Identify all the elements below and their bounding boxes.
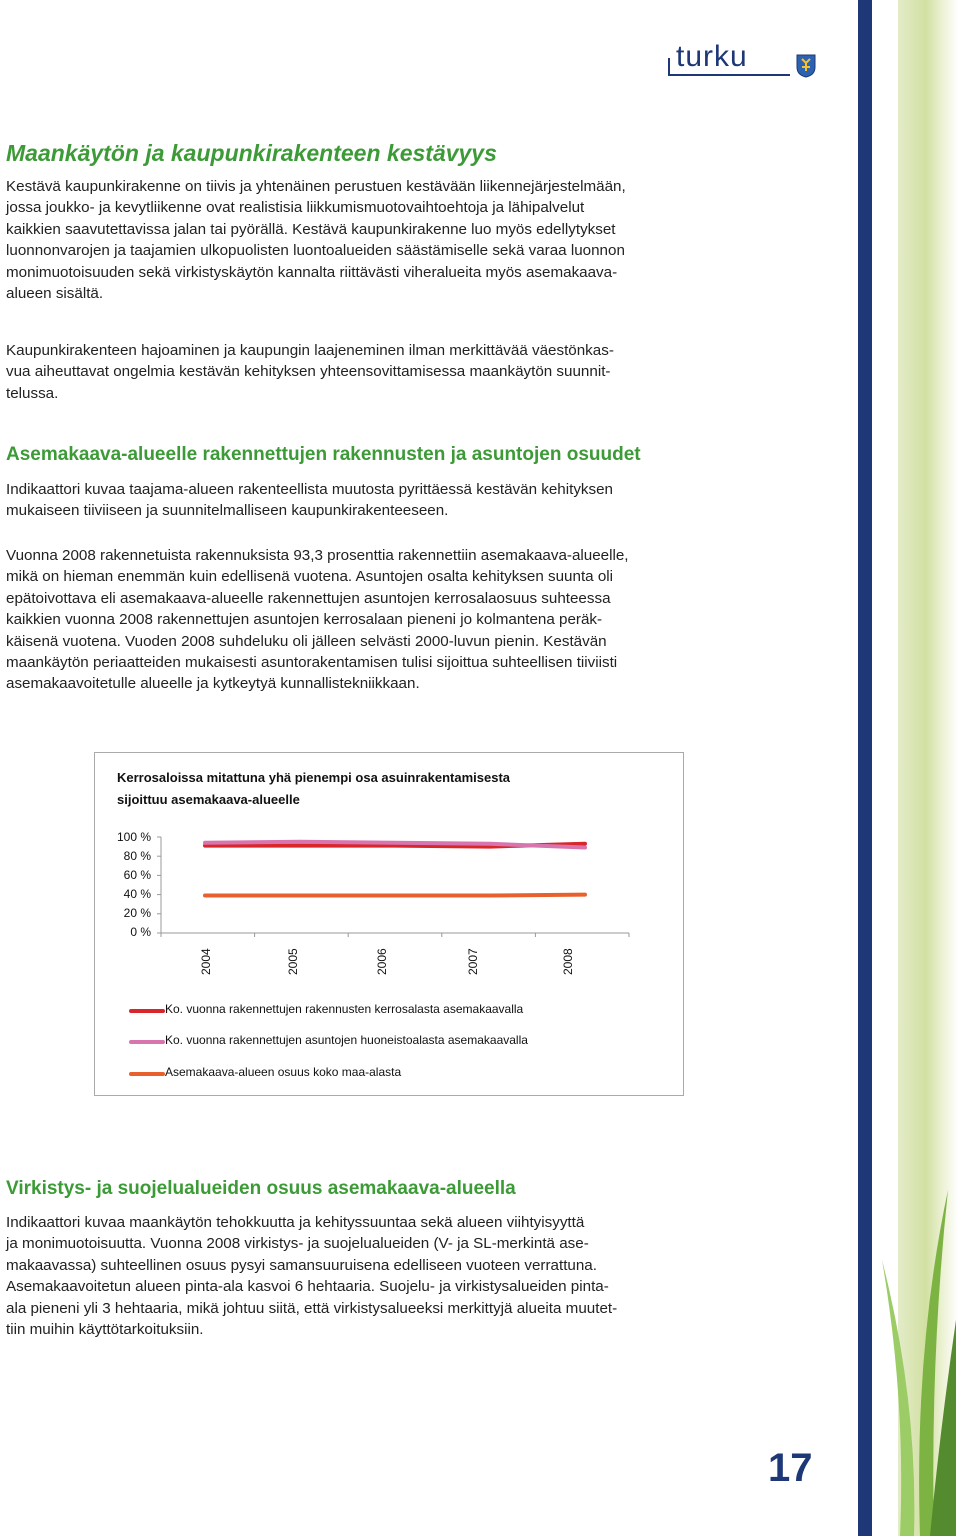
turku-crest-icon [796,54,816,78]
y-tick-label: 0 % [130,925,151,939]
chart-axes [161,837,629,933]
y-tick-label: 60 % [123,868,151,882]
paragraph-recreation-areas: Indikaattori kuvaa maankäytön tehokkuutta ja kehityssuuntaa sekä alueen viihtyisyyttä ja monimuotoisuutta. Vuonna 2008 virkistys- ja suojelualueiden (V- ja SL-merkintä ase- makaavassa) suhteellinen osuus pysyi samansuuruisena edelliseen vuoteen verrattuna. Asemakaavoitetun alueen pinta-ala kasvoi 6 hehtaaria. Suojelu- ja virkistysalueiden pinta- ala pieneni yli 3 hehtaaria, mikä johtuu siitä, että virkistysalueeksi merkittyjä alueita muutet- tiin muihin käyttötarkoituksiin. [6,1214,618,1339]
legend-swatch [129,1072,165,1076]
x-tick-label: 2006 [375,948,389,975]
paragraph-2008-results: Vuonna 2008 rakennetuista rakennuksista 93,3 prosenttia rakennettiin asemakaava-alueelle, mikä on hieman enemmän kuin edellisenä vuotena. Asuntojen osalta kehityksen suunta oli epätoivottava eli asemakaava-alueelle rakennettujen asuntojen kerrosalaosuus suhteessa kaikkien vuonna 2008 rakennettujen asuntojen kerrosalaan pieneni jo kolmantena peräk- käisenä vuotena. Vuoden 2008 suhdeluku oli jälleen selvästi 2000-luvun pienin. Kestävän maankäytön periaatteiden mukaisesti asuntorakentamisen tulisi sijoittua suhteellisen tiiviisti asemakaavoitetulle alueelle ja kytkeytyä kunnallistekniikkaan. [6,547,629,693]
y-tick-label: 80 % [123,849,151,863]
legend-swatch [129,1009,165,1013]
decorative-grass-illustration [860,1150,956,1536]
chart-title: Kerrosaloissa mitattuna yhä pienempi osa asuinrakentamisesta sijoittuu asemakaava-alueelle [117,770,511,807]
y-tick-label: 20 % [123,906,151,920]
section-title-land-use: Maankäytön ja kaupunkirakenteen kestävyys [6,140,497,166]
section-title-building-shares: Asemakaava-alueelle rakennettujen rakennusten ja asuntojen osuudet [6,444,641,465]
x-tick-label: 2008 [561,948,575,975]
x-tick-label: 2007 [466,948,480,975]
x-tick-label: 2004 [199,948,213,975]
y-tick-label: 40 % [123,887,151,901]
logo-text: turku [676,40,748,73]
paragraph-sustainable-structure: Kestävä kaupunkirakenne on tiivis ja yhtenäinen perustuen kestävään liikennejärjestelmään, jossa joukko- ja kevytliikenne ovat realistisia liikkumismuotovaihtoehtoja ja lähipalvelut kaikkien saavutettavissa jalan tai pyörällä. Kestävä kaupunkirakenne luo myös edellytykset luonnonvarojen ja taajamien ulkopuolisten luontoalueiden säästämiselle sekä varaa luonnon monimuotoisuuden sekä virkistyskäytön kannalta riittävästi viheralueita myös asemakaava- alueen sisältä. [6,178,626,303]
section-title-recreation-areas: Virkistys- ja suojelualueiden osuus asemakaava-alueella [6,1178,516,1199]
legend-swatch [129,1040,165,1044]
paragraph-urban-sprawl: Kaupunkirakenteen hajoaminen ja kaupungin laajeneminen ilman merkittävää väestönkas- vua aiheuttavat ongelmia kestävän kehityksen yhteensovittamisessa maankäytön suunnit- telussa. [6,342,614,402]
series-line-3 [205,895,585,896]
line-chart: Kerrosaloissa mitattuna yhä pienempi osa asuinrakentamisesta sijoittuu asemakaava-alueelle 100 % 80 % 60 % 40 % 20 % 0 % 2004 2005 2006 2007 2008 Ko. vuonna rakennettujen rakennusten kerrosalasta asemakaavalla Ko. vuonna rakennettujen asuntojen huoneistoalasta asemakaavalla Asemakaava-alueen osuus koko maa-alasta [94,752,684,1096]
y-tick-label: 100 % [116,830,151,844]
page-number: 17 [768,1446,813,1490]
x-tick-label: 2005 [286,948,300,975]
paragraph-indicator-description: Indikaattori kuvaa taajama-alueen rakenteellista muutosta pyrittäessä kestävän kehityksen mukaiseen tiiviiseen ja suunnitelmalliseen kaupunkirakenteeseen. [6,481,613,520]
